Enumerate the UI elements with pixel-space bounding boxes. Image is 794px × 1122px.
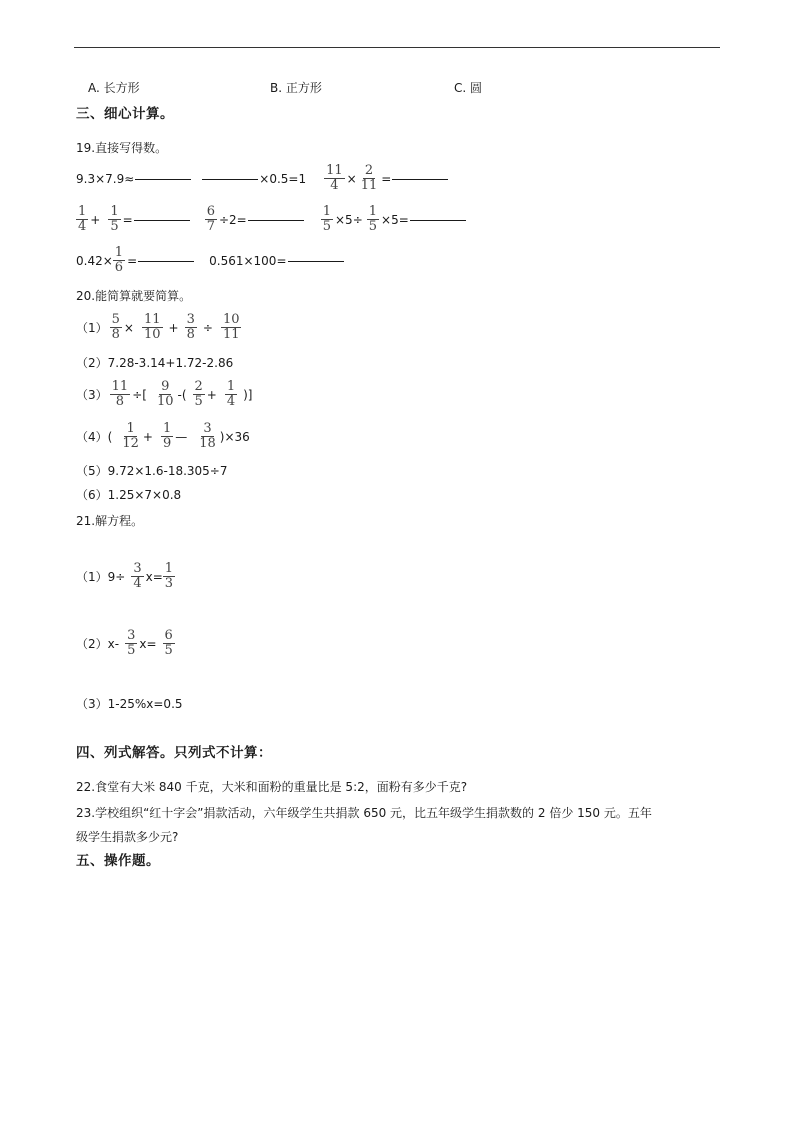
q19-row-3 bbox=[76, 246, 345, 275]
plus-sign: + bbox=[168, 320, 179, 335]
fraction: $\frac{1}{4}$ bbox=[226, 379, 236, 409]
divide-sign: ÷ bbox=[202, 320, 213, 335]
part-label: （4）( bbox=[76, 430, 113, 444]
equals-sign: = bbox=[122, 212, 133, 227]
answer-blank[interactable] bbox=[135, 178, 191, 180]
plus-sign: + bbox=[90, 212, 101, 227]
q22-text: 22.食堂有大米 840 千克，大米和面粉的重量比是 5:2，面粉有多少千克? bbox=[76, 780, 468, 794]
times-sign: × bbox=[346, 171, 357, 186]
fraction: $\frac{6}{5}$ bbox=[164, 628, 173, 658]
equation-text: x= bbox=[139, 636, 157, 651]
answer-blank[interactable] bbox=[138, 260, 194, 262]
part-label: （1） bbox=[76, 321, 108, 335]
q20-part-5: （5）9.72×1.6-18.305÷7 bbox=[76, 464, 228, 478]
q20-part-6: （6）1.25×7×0.8 bbox=[76, 488, 182, 502]
q20-title: 20.能简算就要简算。 bbox=[76, 289, 192, 303]
option-c: C. 圆 bbox=[454, 81, 483, 95]
minus-sign: — bbox=[175, 429, 188, 444]
fraction: $\frac{11}{8}$ bbox=[111, 379, 129, 409]
fraction: $\frac{2}{11}$ bbox=[360, 163, 378, 193]
section-3-title: 三、细心计算。 bbox=[76, 106, 174, 122]
operator: )] bbox=[243, 387, 253, 402]
q19-r2-expr: ÷2= bbox=[218, 212, 247, 227]
section-4-title: 四、列式解答。只列式不计算： bbox=[76, 745, 272, 761]
fraction: $\frac{3}{5}$ bbox=[127, 628, 136, 658]
fraction: $\frac{10}{11}$ bbox=[222, 312, 240, 342]
answer-blank[interactable] bbox=[288, 260, 344, 262]
fraction: $\frac{1}{5}$ bbox=[110, 204, 119, 234]
equals-sign: = bbox=[381, 171, 392, 186]
fraction: $\frac{6}{7}$ bbox=[206, 204, 215, 234]
q19-row-1 bbox=[76, 164, 449, 193]
fraction: $\frac{1}{4}$ bbox=[78, 204, 87, 234]
fraction: $\frac{1}{3}$ bbox=[164, 561, 174, 591]
equals-sign: = bbox=[127, 253, 138, 268]
fraction: $\frac{3}{4}$ bbox=[133, 561, 142, 591]
operator: -( bbox=[177, 387, 187, 402]
option-b: B. 正方形 bbox=[270, 81, 322, 95]
fraction: $\frac{11}{4}$ bbox=[326, 163, 343, 193]
q19-r3-expr-a: 0.42× bbox=[76, 253, 113, 268]
q23-text-line-1: 23.学校组织“红十字会”捐款活动，六年级学生共捐款 650 元，比五年级学生捐款数的 2 倍少 150 元。五年 bbox=[76, 806, 652, 820]
fraction: $\frac{3}{18}$ bbox=[199, 421, 216, 451]
fraction: $\frac{9}{10}$ bbox=[156, 379, 174, 409]
q21-eq-2 bbox=[76, 629, 177, 658]
q21-title: 21.解方程。 bbox=[76, 514, 144, 528]
fraction: $\frac{1}{5}$ bbox=[368, 204, 378, 234]
fraction: $\frac{1}{12}$ bbox=[122, 421, 139, 451]
q20-part-3 bbox=[76, 380, 253, 409]
answer-blank[interactable] bbox=[392, 178, 448, 180]
section-5-title: 五、操作题。 bbox=[76, 853, 160, 869]
part-label: （3） bbox=[76, 388, 108, 402]
q20-part-4 bbox=[76, 422, 250, 451]
q19-r2-op: ×5÷ bbox=[335, 212, 363, 227]
operator: )×36 bbox=[219, 429, 250, 444]
fraction: $\frac{2}{5}$ bbox=[194, 379, 203, 409]
fraction: $\frac{3}{8}$ bbox=[186, 312, 195, 342]
q19-row-2 bbox=[76, 205, 467, 234]
fraction: $\frac{1}{5}$ bbox=[322, 204, 331, 234]
option-a: A. 长方形 bbox=[88, 81, 140, 95]
fraction: $\frac{5}{8}$ bbox=[111, 312, 120, 342]
fraction: $\frac{1}{6}$ bbox=[114, 245, 124, 275]
times-sign: × bbox=[123, 320, 134, 335]
q19-r3-expr-b: 0.561×100= bbox=[209, 253, 287, 268]
plus-sign: + bbox=[142, 429, 153, 444]
fraction: $\frac{1}{9}$ bbox=[162, 421, 172, 451]
q21-eq-1 bbox=[76, 562, 177, 591]
answer-blank[interactable] bbox=[134, 219, 190, 221]
answer-blank[interactable] bbox=[410, 219, 466, 221]
q19-r2-op: ×5= bbox=[381, 212, 409, 227]
q20-part-1 bbox=[76, 313, 243, 342]
equation-text: （1）9÷ bbox=[76, 570, 126, 584]
equation-text: （2）x- bbox=[76, 637, 120, 651]
q20-part-2: （2）7.28-3.14+1.72-2.86 bbox=[76, 356, 234, 370]
q21-eq-3: （3）1-25%x=0.5 bbox=[76, 697, 183, 711]
equation-text: x= bbox=[145, 569, 163, 584]
q19-r1-expr-b: ×0.5=1 bbox=[259, 171, 307, 186]
header-rule bbox=[74, 47, 720, 48]
operator: ÷[ bbox=[132, 387, 147, 402]
q23-text-line-2: 级学生捐款多少元? bbox=[76, 830, 179, 844]
fraction: $\frac{11}{10}$ bbox=[143, 312, 161, 342]
q19-title: 19.直接写得数。 bbox=[76, 141, 168, 155]
plus-sign: + bbox=[206, 387, 217, 402]
q19-r1-expr-a: 9.3×7.9≈ bbox=[76, 171, 135, 186]
answer-blank[interactable] bbox=[202, 178, 258, 180]
answer-blank[interactable] bbox=[248, 219, 304, 221]
